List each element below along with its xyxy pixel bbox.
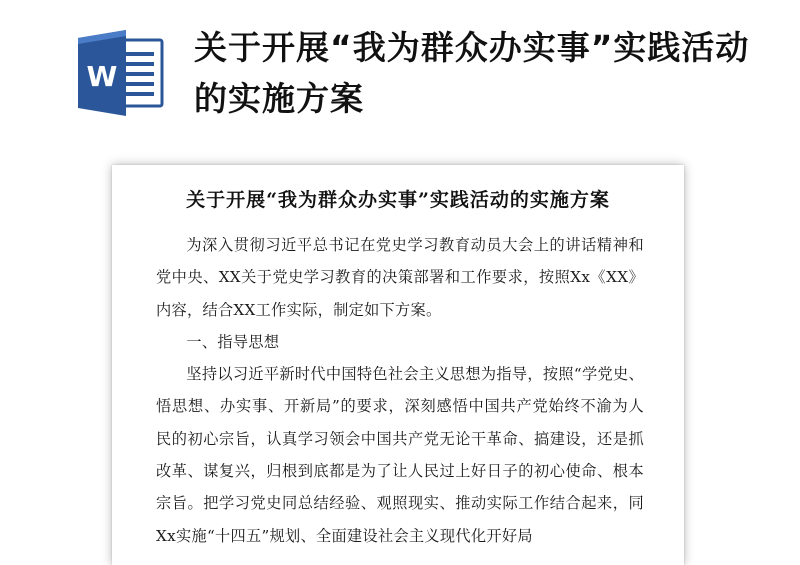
header-title: 关于开展“我为群众办实事”实践活动的实施方案 xyxy=(194,28,750,118)
word-icon xyxy=(74,30,166,116)
svg-text:W: W xyxy=(86,60,118,93)
document-page xyxy=(112,165,684,565)
paragraph-intro: 为深入贯彻习近平总书记在党史学习教育动员大会上的讲话精神和党中央、XX关于党史学习教育的决策部署和工作要求，按照Xx《XX》内容，结合XX工作实际，制定如下方案。 xyxy=(156,236,644,319)
paragraph-guiding-ideology: 坚持以习近平新时代中国特色社会主义思想为指导，按照“学党史、悟思想、办实事、开新局”的要求，深刻感悟中国共产党始终不渝为人民的初心宗旨，认真学习领会中国共产党无论干革命、搞建设，还是抓改革、谋复兴，归根到底都是为了让人民过上好日子的初心使命、根本宗旨。把学习党史同总结经验、观照现实、推动实际工作结合起来，同Xx实施“十四五”规划、全面建设社会主义现代化开好局 xyxy=(156,365,644,545)
document-title: 关于开展“我为群众办实事”实践活动的实施方案 xyxy=(186,189,610,211)
document-body xyxy=(156,229,644,552)
header xyxy=(0,0,800,160)
section-heading: 一、指导思想 xyxy=(186,332,280,351)
